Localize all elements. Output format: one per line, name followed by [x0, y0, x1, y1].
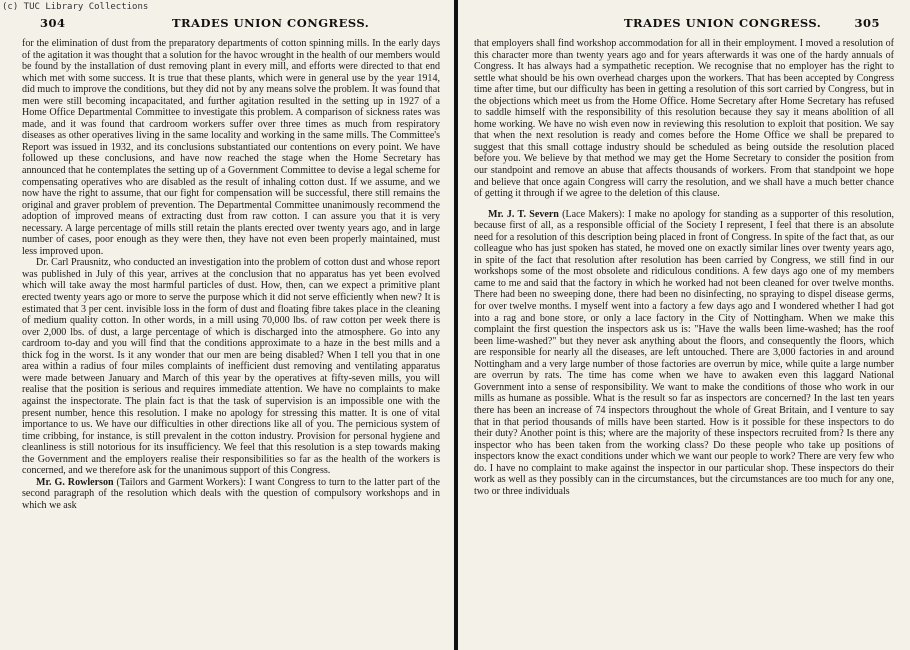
speaker-name: Mr. G. Rowlerson — [36, 476, 114, 488]
right-running-head: TRADES UNION CONGRESS. — [624, 16, 822, 30]
speech-rowlerson — [22, 477, 440, 512]
speaker-name: Mr. J. T. Severn — [488, 208, 559, 220]
right-page-header — [474, 14, 894, 32]
right-page-body — [474, 38, 894, 497]
right-page-number: 305 — [854, 16, 880, 30]
left-page-body — [22, 38, 440, 511]
paragraph: for the elimination of dust from the preparatory departments of cotton spinning mills. In the early days of the agitation it was thought that a solution for the havoc wrought in the health of our members would be found by the installation of dust removing plant in every mill, and efforts were directed to that end which met with some success. It is true that these plants, which were in general use by the year 1914, did much to improve the conditions, but they did not by any means solve the problem. It was found that men were still becoming incapacitated, and further agitation resulted in the setting up in 1927 of a Home Office Departmental Committee to investigate this problem. A comparison of sickness rates was made, and it was found that cardroom workers suffer over three times as much from respiratory diseases as other operatives living in the same locality and working in the same mills. The Committee's Report was issued in 1932, and its conclusions substantiated our contentions on every point. We have followed up these conclusions, and have now reached the stage when the Home Secretary has announced that he contemplates the setting up of a Government Committee to devise a legal scheme for compensating operatives who are disabled as the result of inhaling cotton dust. If we assume, and we now have the right to assume, that our fight for compensation will be successful, there still remains the original and graver problem of prevention. The Departmental Committee unanimously recommend the adoption of improved means of extracting dust from raw cotton. I can assure you that it is very necessary. A large percentage of mills still retain the plants erected over twenty years ago, and in large number of cases, poor enough as they were then, they have not even been properly maintained, must less improved upon. — [22, 38, 440, 257]
speech-text: (Tailors and Garment Workers): I want Congress to turn to the latter part of the second paragraph of the resolution which deals with the question of compulsory workshops and in which we ask — [22, 476, 440, 511]
copyright-watermark: (c) TUC Library Collections — [2, 2, 149, 12]
speech-text: (Lace Makers): I make no apology for standing as a supporter of this resolution, because first of all, as a responsible official of the Society I represent, I feel that there is an absolute need for a resolution of this description being placed in front of Congress. In spite of the fact that, as our colleague who has just spoken has stated, he moved one on exactly similar lines over twenty years ago, in spite of the fact that resolution after resolution has been carried by Congress, we still find in our workshops some of the most obsolete and ridiculous conditions. A few days ago one of my members came to me and said that the factory in which he worked had not been cleaned for over twelve months. There had been no sweeping done, there had been no disinfecting, no spraying to dispel disease germs, for over twelve months. I myself went into a factory a few days ago and I wondered whether I had got into a rag and bone store, or only a lace factory in the City of Nottingham. When we make this complaint the first question the inspectors ask us is: "Have the walls been lime-washed; has the roof been lime-washed?" but they never ask anything about the floors, and consequently the floors, which are responsible for nearly all the diseases, are left untouched. There are 3,000 factories in and around Nottingham and a very large number of those factories are overrun by mice, while quite a large number are overrun by rats. The time has come when we have to awaken even this laggard National Government into a sense of responsibility. We want to make the conditions of those who work in our mills as humane as possible. What is the result so far as inspectors are concerned? In the last ten years there has been an increase of 74 inspectors throughout the whole of Great Britain, and I venture to say that in that period thousands of mills have been started. How is it possible for these inspectors to do their duty? Another point is this; where are the majority of these inspectors recruited from? Is there any inspector who has been taken from the working class? Do these people who take up positions of inspectors know the exact conditions under which we want our people to work? There are very few who do. I have no complaint to make against the inspector in our particular shop. These inspectors do their work as well as they possibly can in the circumstances, but the circumstances are too much for any one, two or three individuals — [474, 208, 894, 497]
paragraph: Dr. Carl Prausnitz, who conducted an investigation into the problem of cotton dust and whose report was published in July of this year, arrives at the conclusion that no apparatus has yet been evolved which will take away the most harmful particles of dust. How, then, can we expect a primitive plant erected twenty years ago or more to serve the purpose which it did not serve efficiently when new? It is estimated that 3 per cent. invisible loss in the form of dust and floating fibre takes place in the cleaning of medium quality cotton. In other words, in a mill using 70,000 lbs. of raw cotton per week there is over 2,000 lbs. of dust, a large percentage of which is discharged into the atmosphere. Go into any cardroom to-day and you will find that the conditions approximate to a haze in the best mills and a thick fog in the worst. Is it any wonder that our men are being disabled? When I tell you that in one area within a radius of four miles complaints of inefficient dust removing and ventilating apparatus were made between January and March of this year by the operatives at fifty-seven mills, you will realise that the position is serious and requires immediate attention. We have no complaints to make against the inspectorate. The plain fact is that the task of supervision is an impossible one with the present number, hence this resolution. I make no apology for stressing this matter. It is one of vital importance to us. We have our difficulties in other directions like all of you. The pernicious system of time cribbing, for instance, is still prevalent in the cotton industry. Provision for personal hygiene and cleanliness is still notorious for its insufficiency. We feel that this resolution is a step towards making the Government and the employers realise their responsibilities so far as the health of the workers is concerned, and we therefore ask for the unanimous support of this Congress. — [22, 257, 440, 477]
right-page — [458, 0, 910, 650]
left-page — [0, 0, 454, 650]
speech-severn — [474, 209, 894, 498]
left-page-header — [22, 14, 440, 32]
left-running-head: TRADES UNION CONGRESS. — [172, 16, 370, 30]
left-page-number: 304 — [40, 16, 66, 30]
paragraph: that employers shall find workshop accommodation for all in their employment. I moved a resolution of this character more than twenty years ago and for years afterwards it was one of the hardy annuals of Congress. It has always had a sympathetic reception. We recognise that no employer has the right to settle what should be his own overhead charges upon the workers. That has been accepted by Congress time after time, but our difficulty has been in getting a resolution of this sort carried by Congress, but in the objections which meet us from the Home Office. Home Secretary after Home Secretary has refused to saddle himself with the responsibility of this resolution because they say it means abolition of all home working. We have no wish even now in reviewing this resolution to exploit that position. We say that when the next resolution is ready and comes before the Home Office we shall be prepared to suggest that this small cottage industry should be scheduled as being outside the resolution placed before you. We believe by that method we may get the Home Secretary to consider the position from our standpoint and remove an abuse that affects thousands of workers. From that standpoint we hope and believe that once again Congress will carry the resolution, and we shall have a much better chance of getting it through if we agree to the deletion of this clause. — [474, 38, 894, 200]
